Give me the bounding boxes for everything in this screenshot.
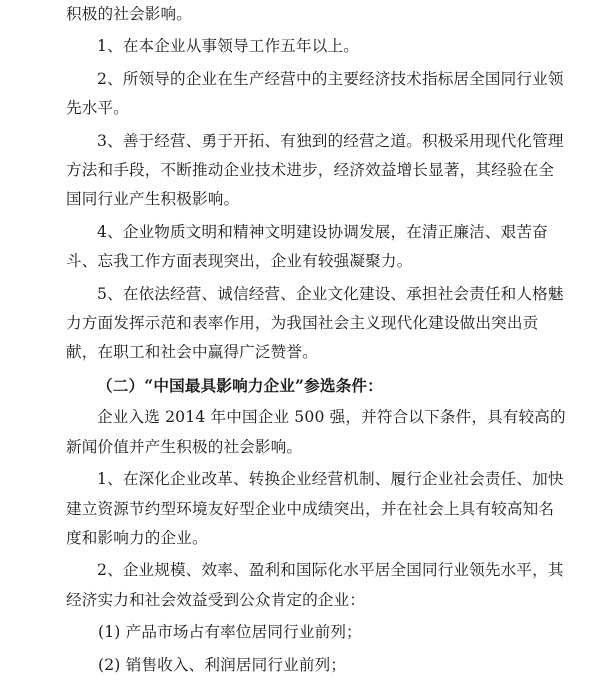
paragraph-condition-1: 1、在深化企业改革、转换企业经营机制、履行企业社会责任、加快建立资源节约型环境友好型企业中成绩突出，并在社会上具有较高知名度和影响力的企业。 <box>66 470 564 547</box>
sub-item-1: (1) 产品市场占有率位居同行业前列； <box>98 623 362 642</box>
sub-item-2: (2) 销售收入、利润居同行业前列； <box>98 655 347 674</box>
section-heading: （二）“中国最具影响力企业”参选条件： <box>97 375 383 395</box>
document-body <box>66 0 566 683</box>
paragraph-condition-2: 2、企业规模、效率、盈利和国际化水平居全国同行业领先水平，其经济实力和社会效益受到公众肯定的企业： <box>66 561 564 609</box>
paragraph-criterion-2: 2、所领导的企业在生产经营中的主要经济技术指标居全国同行业领先水平。 <box>66 69 564 118</box>
paragraph-criterion-1: 1、在本企业从事领导工作五年以上。 <box>97 37 359 56</box>
paragraph-intro: 企业入选 2014 年中国企业 500 强，并符合以下条件，具有较高的新闻价值并产生积极的社会影响。 <box>66 408 566 456</box>
paragraph-criterion-4: 4、企业物质文明和精神文明建设协调发展，在清正廉洁、艰苦奋斗、忘我工作方面表现突出，企业有较强凝聚力。 <box>66 222 548 271</box>
paragraph-criterion-5: 5、在依法经营、诚信经营、企业文化建设、承担社会责任和人格魅力方面发挥示范和表率作用，为我国社会主义现代化建设做出突出贡献，在职工和社会中赢得广泛赞誉。 <box>66 284 564 362</box>
paragraph-continuation: 积极的社会影响。 <box>66 5 192 23</box>
paragraph-criterion-3: 3、善于经营、勇于开拓、有独到的经营之道。积极采用现代化管理方法和手段，不断推动企业技术进步，经济效益增长显著，其经验在全国同行业产生积极影响。 <box>66 131 564 209</box>
